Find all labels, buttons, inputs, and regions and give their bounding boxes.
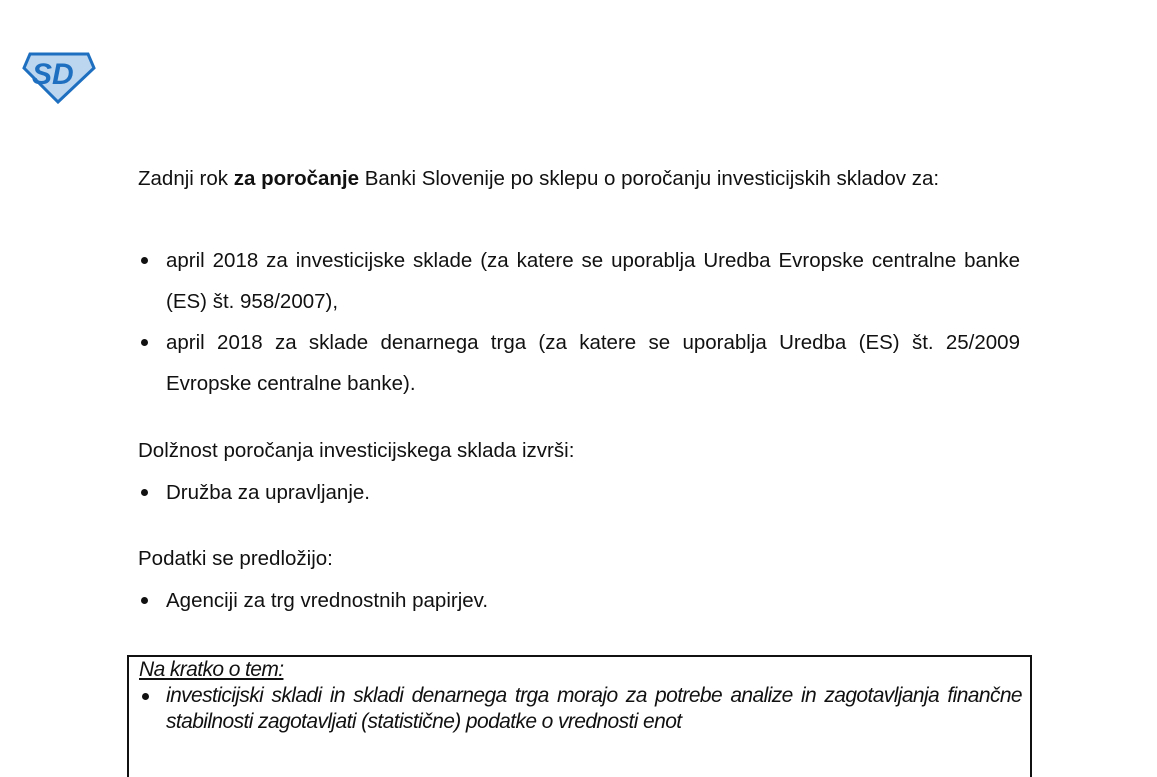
list-item: april 2018 za sklade denarnega trga (za katere se uporablja Uredba (ES) št. 25/2009 Evropske centralne banke). (138, 322, 1020, 404)
list-item: april 2018 za investicijske sklade (za katere se uporablja Uredba Evropske centralne banke (ES) št. 958/2007), (138, 240, 1020, 322)
submit-list (138, 580, 1020, 621)
list-item: Agenciji za trg vrednostnih papirjev. (138, 580, 1020, 621)
duty-list (138, 472, 1020, 513)
duty-heading: Dolžnost poročanja investicijskega sklada izvrši: (138, 439, 575, 462)
intro-paragraph: Zadnji rok za poročanje Banki Slovenije po sklepu o poročanju investicijskih skladov za: (138, 167, 940, 190)
deadline-list (138, 240, 1020, 404)
summary-box (127, 655, 1032, 777)
svg-text:SD: SD (32, 58, 74, 91)
list-item: Družba za upravljanje. (138, 472, 1020, 513)
list-item: investicijski skladi in skladi denarnega trga morajo za potrebe analize in zagotavljanja finančne stabilnosti zagotavljati (statistične) podatke o vrednosti enot (139, 683, 1022, 735)
summary-title: Na kratko o tem: (139, 658, 284, 681)
submit-heading: Podatki se predložijo: (138, 547, 333, 570)
sd-logo (22, 48, 96, 104)
